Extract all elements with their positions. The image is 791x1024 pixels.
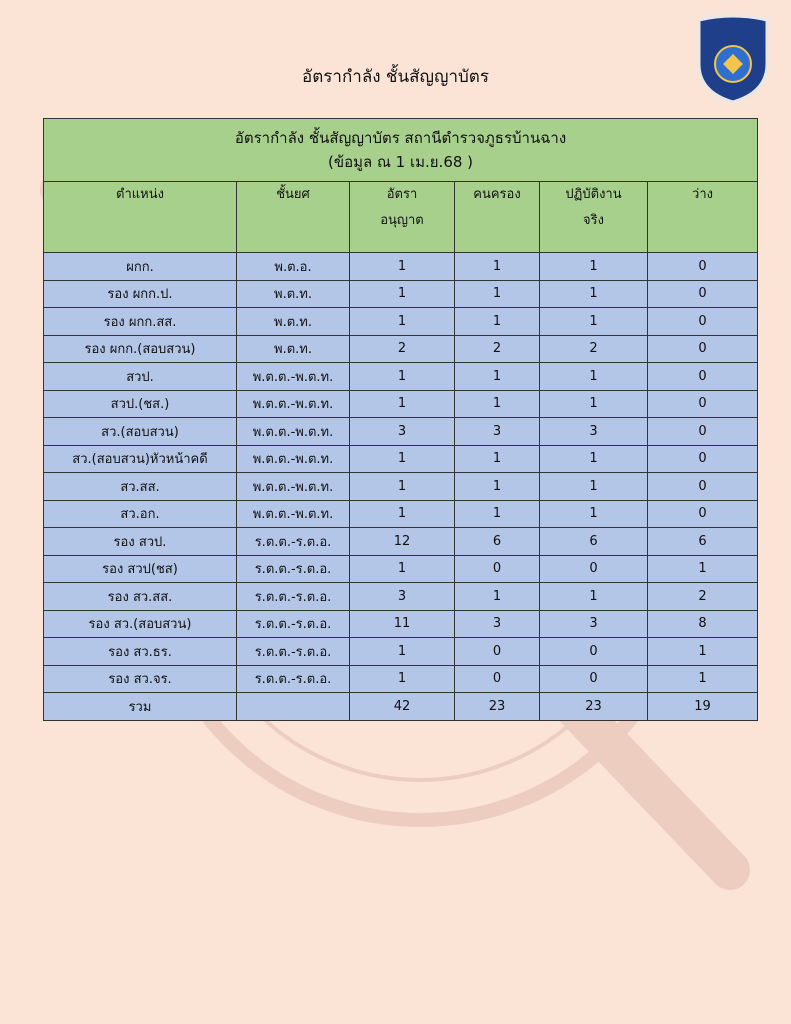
table-row (44, 253, 758, 281)
cell-holding: 1 (455, 308, 540, 336)
cell-position: รอง ผกก.(สอบสวน) (44, 335, 237, 363)
cell-quota: 3 (350, 583, 455, 611)
cell-quota: 1 (350, 308, 455, 336)
cell-position: สวป. (44, 363, 237, 391)
header-working: ปฏิบัติงาน จริง (540, 182, 648, 253)
table-row (44, 390, 758, 418)
cell-holding: 1 (455, 280, 540, 308)
cell-vacant: 0 (648, 280, 758, 308)
cell-vacant: 6 (648, 528, 758, 556)
cell-holding: 0 (455, 665, 540, 693)
cell-position: รอง สว.ธร. (44, 638, 237, 666)
cell-position: รอง สวป. (44, 528, 237, 556)
cell-rank: พ.ต.ต.-พ.ต.ท. (237, 363, 350, 391)
cell-position: รอง สวป(ชส) (44, 555, 237, 583)
cell-position: รอง สว.สส. (44, 583, 237, 611)
cell-rank: พ.ต.ต.-พ.ต.ท. (237, 418, 350, 446)
total-label: รวม (44, 693, 237, 721)
cell-holding: 1 (455, 473, 540, 501)
total-quota: 42 (350, 693, 455, 721)
table-row (44, 610, 758, 638)
cell-holding: 3 (455, 610, 540, 638)
cell-working: 1 (540, 253, 648, 281)
cell-vacant: 2 (648, 583, 758, 611)
police-station-logo (695, 14, 771, 104)
cell-position: รอง สว.จร. (44, 665, 237, 693)
cell-working: 2 (540, 335, 648, 363)
cell-vacant: 0 (648, 363, 758, 391)
total-rank (237, 693, 350, 721)
table-row (44, 583, 758, 611)
table-row (44, 308, 758, 336)
cell-rank: พ.ต.ต.-พ.ต.ท. (237, 390, 350, 418)
page-title: อัตรากำลัง ชั้นสัญญาบัตร (302, 67, 489, 87)
cell-rank: ร.ต.ต.-ร.ต.อ. (237, 665, 350, 693)
header-vacant: ว่าง (648, 182, 758, 253)
cell-quota: 3 (350, 418, 455, 446)
cell-quota: 2 (350, 335, 455, 363)
roster-table (43, 118, 758, 721)
cell-holding: 0 (455, 638, 540, 666)
cell-working: 6 (540, 528, 648, 556)
cell-working: 3 (540, 610, 648, 638)
cell-working: 1 (540, 390, 648, 418)
cell-holding: 1 (455, 583, 540, 611)
cell-vacant: 1 (648, 638, 758, 666)
cell-holding: 6 (455, 528, 540, 556)
cell-position: รอง สว.(สอบสวน) (44, 610, 237, 638)
table-row (44, 418, 758, 446)
cell-vacant: 0 (648, 335, 758, 363)
cell-working: 3 (540, 418, 648, 446)
cell-position: ผกก. (44, 253, 237, 281)
cell-quota: 1 (350, 665, 455, 693)
cell-holding: 0 (455, 555, 540, 583)
cell-rank: ร.ต.ต.-ร.ต.อ. (237, 555, 350, 583)
table-row (44, 665, 758, 693)
cell-working: 1 (540, 308, 648, 336)
total-working: 23 (540, 693, 648, 721)
cell-working: 1 (540, 445, 648, 473)
cell-holding: 3 (455, 418, 540, 446)
cell-rank: พ.ต.ท. (237, 308, 350, 336)
cell-quota: 1 (350, 638, 455, 666)
cell-working: 0 (540, 638, 648, 666)
cell-rank: พ.ต.ต.-พ.ต.ท. (237, 445, 350, 473)
table-row (44, 363, 758, 391)
cell-holding: 2 (455, 335, 540, 363)
cell-position: สว.สส. (44, 473, 237, 501)
cell-quota: 1 (350, 500, 455, 528)
cell-quota: 1 (350, 253, 455, 281)
cell-holding: 1 (455, 500, 540, 528)
cell-vacant: 1 (648, 555, 758, 583)
cell-quota: 1 (350, 280, 455, 308)
cell-quota: 1 (350, 363, 455, 391)
cell-quota: 1 (350, 555, 455, 583)
header-quota: อัตรา อนุญาต (350, 182, 455, 253)
cell-working: 0 (540, 665, 648, 693)
cell-rank: พ.ต.ต.-พ.ต.ท. (237, 473, 350, 501)
cell-holding: 1 (455, 390, 540, 418)
cell-quota: 12 (350, 528, 455, 556)
cell-vacant: 0 (648, 445, 758, 473)
cell-working: 1 (540, 500, 648, 528)
cell-rank: ร.ต.ต.-ร.ต.อ. (237, 528, 350, 556)
total-vacant: 19 (648, 693, 758, 721)
table-row (44, 335, 758, 363)
cell-quota: 1 (350, 445, 455, 473)
cell-vacant: 0 (648, 418, 758, 446)
cell-vacant: 0 (648, 390, 758, 418)
cell-holding: 1 (455, 445, 540, 473)
cell-quota: 1 (350, 473, 455, 501)
header-rank: ชั้นยศ (237, 182, 350, 253)
header-holding: คนครอง (455, 182, 540, 253)
cell-position: สว.(สอบสวน) (44, 418, 237, 446)
cell-holding: 1 (455, 253, 540, 281)
cell-rank: พ.ต.ท. (237, 280, 350, 308)
cell-working: 1 (540, 363, 648, 391)
cell-vacant: 0 (648, 473, 758, 501)
table-caption-line2: (ข้อมูล ณ 1 เม.ย.68 ) (328, 153, 474, 171)
cell-vacant: 0 (648, 500, 758, 528)
cell-working: 1 (540, 583, 648, 611)
cell-position: รอง ผกก.สส. (44, 308, 237, 336)
cell-quota: 11 (350, 610, 455, 638)
cell-position: สวป.(ชส.) (44, 390, 237, 418)
cell-position: สว.อก. (44, 500, 237, 528)
table-row (44, 555, 758, 583)
table-row (44, 528, 758, 556)
cell-holding: 1 (455, 363, 540, 391)
cell-quota: 1 (350, 390, 455, 418)
cell-rank: พ.ต.ท. (237, 335, 350, 363)
header-row (44, 182, 758, 253)
cell-position: รอง ผกก.ป. (44, 280, 237, 308)
table-row (44, 280, 758, 308)
table-caption (44, 119, 758, 182)
table-caption-line1: อัตรากำลัง ชั้นสัญญาบัตร สถานีตำรวจภูธรบ้านฉาง (234, 129, 567, 147)
cell-rank: พ.ต.ต.-พ.ต.ท. (237, 500, 350, 528)
cell-rank: ร.ต.ต.-ร.ต.อ. (237, 638, 350, 666)
cell-vacant: 8 (648, 610, 758, 638)
table-row (44, 500, 758, 528)
table-row (44, 473, 758, 501)
cell-vacant: 1 (648, 665, 758, 693)
total-holding: 23 (455, 693, 540, 721)
cell-rank: พ.ต.อ. (237, 253, 350, 281)
table-row (44, 445, 758, 473)
table-row (44, 638, 758, 666)
total-row (44, 693, 758, 721)
cell-vacant: 0 (648, 308, 758, 336)
cell-rank: ร.ต.ต.-ร.ต.อ. (237, 583, 350, 611)
cell-working: 1 (540, 280, 648, 308)
cell-rank: ร.ต.ต.-ร.ต.อ. (237, 610, 350, 638)
cell-working: 1 (540, 473, 648, 501)
header-position: ตำแหน่ง (44, 182, 237, 253)
cell-position: สว.(สอบสวน)หัวหน้าคดี (44, 445, 237, 473)
cell-working: 0 (540, 555, 648, 583)
cell-vacant: 0 (648, 253, 758, 281)
